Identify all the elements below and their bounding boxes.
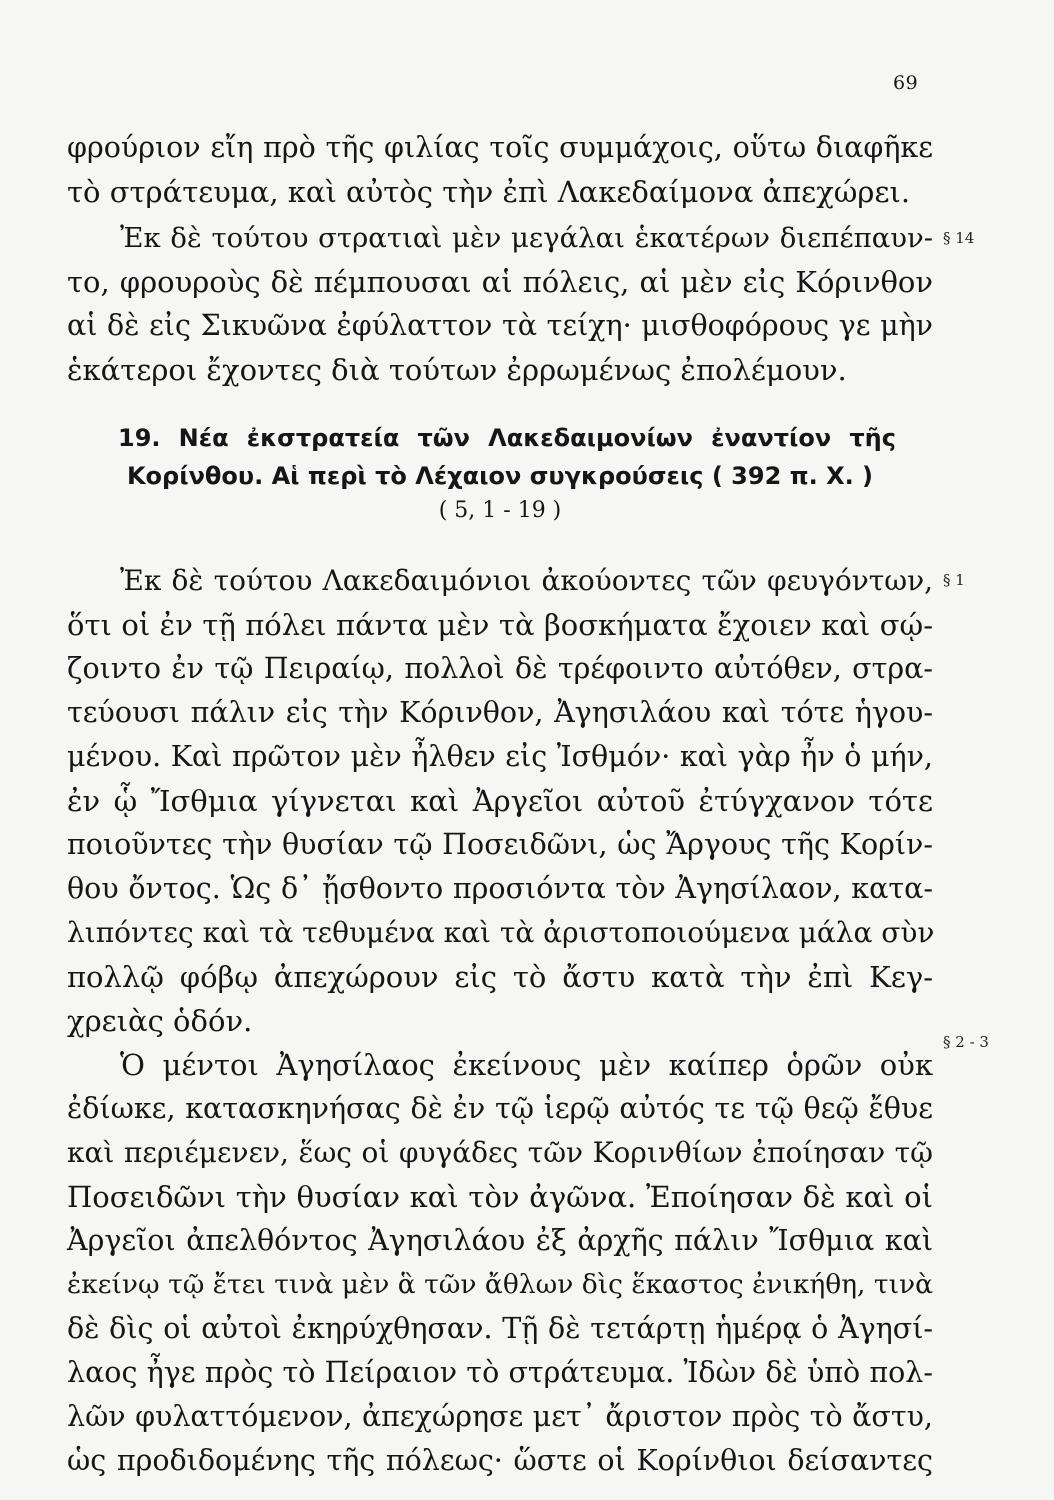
marginal-section-note: § 2 - 3 (943, 1033, 989, 1051)
text-line: Ποσειδῶνι τὴν θυσίαν καὶ τὸν ἀγῶνα. Ἐποίησαν δὲ καὶ οἱ (67, 1180, 933, 1214)
text-line: Ἐκ δὲ τούτου Λακεδαιμόνιοι ἀκούοντες τῶν φευγόντων, (120, 564, 933, 597)
text-line: τὸ στράτευμα, καὶ αὐτὸς τὴν ἐπὶ Λακεδαίμονα ἀπεχώρει. (67, 175, 911, 209)
text-line: Ἐκ δὲ τούτου στρατιαὶ μὲν μεγάλαι ἑκατέρων διεπέπαυν- (120, 222, 933, 254)
text-line: χρειὰς ὁδόν. (67, 1004, 253, 1038)
text-line: φρούριον εἴη πρὸ τῆς φιλίας τοῖς συμμάχοις, οὕτω διαφῆκε (67, 131, 933, 164)
text-line: ἐκείνῳ τῷ ἔτει τινὰ μὲν ἃ τῶν ἄθλων δὶς ἕκαστος ἐνικήθη, τινὰ (67, 1269, 933, 1300)
text-line: πολλῷ φόβῳ ἀπεχώρουν εἰς τὸ ἄστυ κατὰ τὴν ἐπὶ Κεγ- (67, 960, 933, 994)
text-line: ἐδίωκε, κατασκηνήσας δὲ ἐν τῷ ἱερῷ αὐτός τε τῷ θεῷ ἔθυε (67, 1092, 933, 1125)
text-line: Ὁ μέντοι Ἀγησίλαος ἐκείνους μὲν καίπερ ὁρῶν οὐκ (120, 1048, 933, 1082)
text-line: ζοιντο ἐν τῷ Πειραίῳ, πολλοὶ δὲ τρέφοιντο αὐτόθεν, στρα- (67, 652, 933, 685)
page-number: 69 (893, 72, 919, 94)
text-line: ἑκάτεροι ἔχοντες διὰ τούτων ἐρρωμένως ἐπολέμουν. (67, 353, 847, 387)
text-line: λαος ἦγε πρὸς τὸ Πείραιον τὸ στράτευμα. Ἰδὼν δὲ ὑπὸ πολ- (67, 1356, 933, 1389)
text-line: Ἀργεῖοι ἀπελθόντος Ἀγησιλάου ἐξ ἀρχῆς πάλιν Ἴσθμια καὶ (67, 1224, 933, 1257)
text-line: μένου. Καὶ πρῶτον μὲν ἦλθεν εἰς Ἰσθμόν· καὶ γὰρ ἦν ὁ μήν, (67, 740, 933, 773)
text-line: δὲ δὶς οἱ αὐτοὶ ἐκηρύχθησαν. Τῇ δὲ τετάρτῃ ἡμέρᾳ ὁ Ἀγησί- (67, 1312, 933, 1345)
text-line: τεύουσι πάλιν εἰς τὴν Κόρινθον, Ἀγησιλάου καὶ τότε ἡγου- (67, 696, 933, 729)
text-line: καὶ περιέμενεν, ἕως οἱ φυγάδες τῶν Κορινθίων ἐποίησαν τῷ (67, 1136, 933, 1169)
section-reference: ( 5, 1 - 19 ) (438, 498, 562, 523)
section-heading-line2: Κορίνθου. Αἱ περὶ τὸ Λέχαιον συγκρούσεις ( 392 π. Χ. ) (126, 462, 874, 490)
section-heading-line1: 19. Νέα ἐκστρατεία τῶν Λακεδαιμονίων ἐναντίον τῆς (118, 424, 896, 452)
text-line: λῶν φυλαττόμενον, ἀπεχώρησε μετ᾽ ἄριστον πρὸς τὸ ἄστυ, (67, 1400, 933, 1433)
marginal-section-note: § 14 (943, 229, 975, 247)
text-line: αἱ δὲ εἰς Σικυῶνα ἐφύλαττον τὰ τείχη· μισθοφόρους γε μὴν (67, 309, 933, 342)
text-line: ὅτι οἱ ἐν τῇ πόλει πάντα μὲν τὰ βοσκήματα ἔχοιεν καὶ σῴ- (67, 608, 933, 642)
text-line: ὡς προδιδομένης τῆς πόλεως· ὥστε οἱ Κορίνθιοι δείσαντες (67, 1444, 933, 1477)
text-line: το, φρουροὺς δὲ πέμπουσαι αἱ πόλεις, αἱ μὲν εἰς Κόρινθον (67, 265, 933, 299)
text-line: ποιοῦντες τὴν θυσίαν τῷ Ποσειδῶνι, ὡς Ἄργους τῆς Κορίν- (67, 828, 933, 861)
text-line: λιπόντες καὶ τὰ τεθυμένα καὶ τὰ ἀριστοποιούμενα μάλα σὺν (67, 916, 935, 949)
marginal-section-note: § 1 (943, 571, 965, 589)
text-line: ἐν ᾧ Ἴσθμια γίγνεται καὶ Ἀργεῖοι αὐτοῦ ἐτύγχανον τότε (67, 784, 933, 818)
text-line: θου ὄντος. Ὡς δ᾽ ᾔσθοντο προσιόντα τὸν Ἀγησίλαον, κατα- (67, 872, 933, 905)
